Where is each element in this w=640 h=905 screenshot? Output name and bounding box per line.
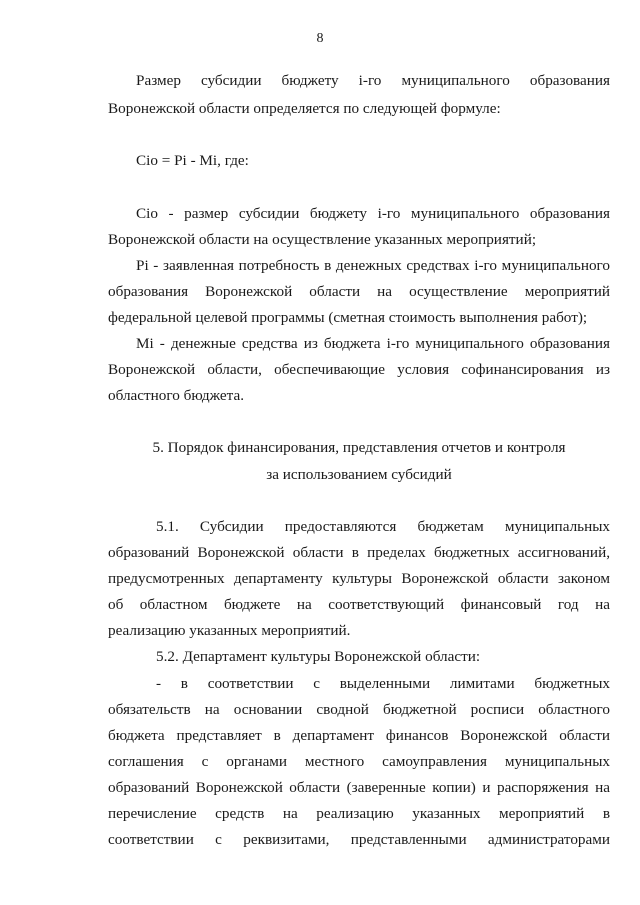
text-line: перечисление средств на реализацию указанных мероприятий в (108, 805, 610, 822)
text-line: областного бюджета. (108, 387, 245, 404)
text-line: образований Воронежской области (заверенные копии) и распоряжения на (108, 779, 610, 796)
text-line: бюджета представляет в департамент финансов Воронежской области (108, 727, 610, 744)
text-line: Воронежской области, обеспечивающие условия софинансирования из (108, 361, 610, 378)
text-line: обязательств на основании сводной бюджетной росписи областного (108, 701, 610, 718)
text-line: Pi - заявленная потребность в денежных средствах i-го муниципального (136, 257, 610, 274)
section-heading: 5. Порядок финансирования, представления отчетов и контроля (152, 439, 566, 456)
page-number: 8 (316, 31, 324, 46)
text-line: образования Воронежской области на осуществление мероприятий (108, 283, 610, 300)
text-line: - в соответствии с выделенными лимитами бюджетных (156, 675, 610, 692)
text-line: об областном бюджете на соответствующий финансовый год на (108, 596, 610, 613)
text-line: федеральной целевой программы (сметная стоимость выполнения работ); (108, 309, 588, 326)
text-line: 5.1. Субсидии предоставляются бюджетам муниципальных (156, 518, 610, 535)
text-line: Ciо - размер субсидии бюджету i-го муниципального образования (136, 205, 610, 222)
text-line: предусмотренных департаменту культуры Воронежской области законом (108, 570, 610, 587)
text-line: Mi - денежные средства из бюджета i-го муниципального образования (136, 335, 610, 352)
text-line: соответствии с реквизитами, представленными администраторами (108, 831, 610, 848)
text-line: Воронежской области на осуществление указанных мероприятий; (108, 231, 537, 248)
formula: Ciо = Pi - Mi, где: (136, 152, 249, 169)
text-line: реализацию указанных мероприятий. (108, 622, 351, 639)
text-line: образований Воронежской области в пределах бюджетных ассигнований, (108, 544, 610, 561)
text-line: Размер субсидии бюджету i-го муниципального образования (136, 72, 610, 89)
text-line: Воронежской области определяется по следующей формуле: (108, 100, 501, 117)
section-heading: за использованием субсидий (266, 466, 452, 483)
text-line: соглашения с органами местного самоуправления муниципальных (108, 753, 610, 770)
text-line: 5.2. Департамент культуры Воронежской области: (156, 648, 481, 665)
